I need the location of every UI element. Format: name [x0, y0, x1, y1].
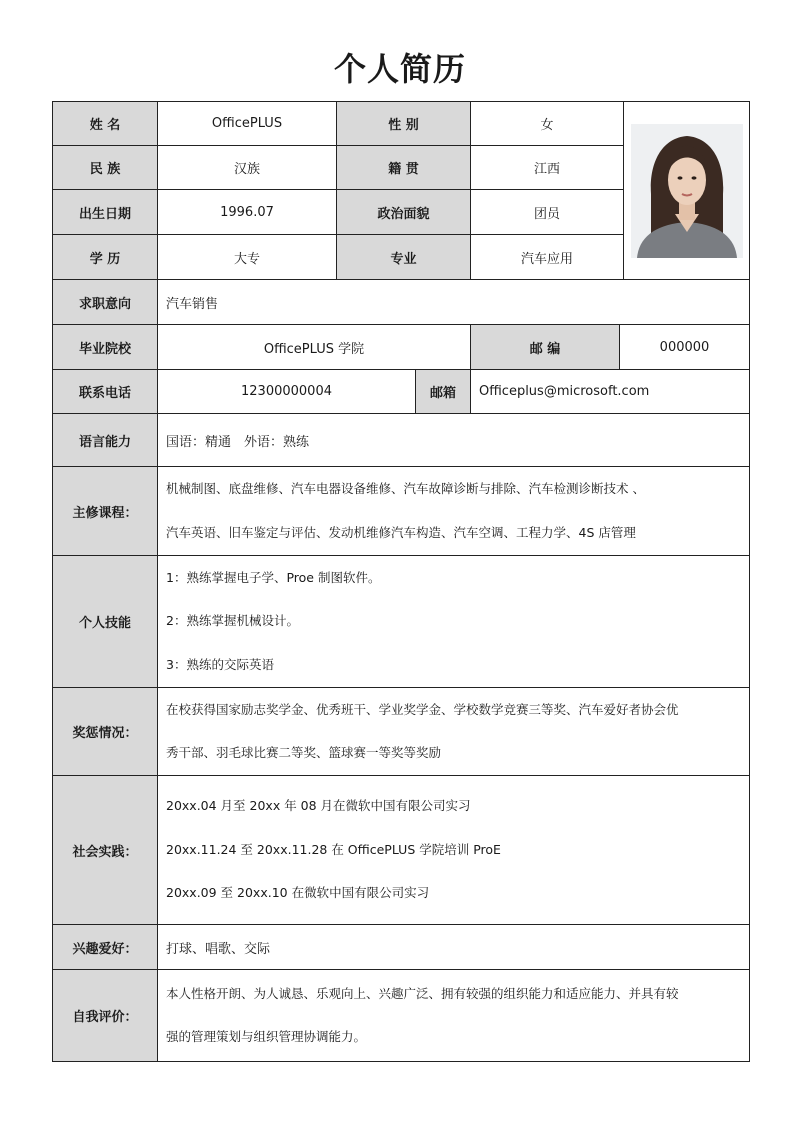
- postcode-value: 000000: [619, 324, 750, 370]
- practice-line: 20xx.11.24 至 20xx.11.28 在 OfficePLUS 学院培训 ProE: [166, 841, 501, 857]
- skill-line: 2：熟练掌握机械设计。: [166, 613, 299, 629]
- phone-value: 12300000004: [157, 369, 416, 414]
- school-value: OfficePLUS 学院: [157, 324, 471, 370]
- self-eval-line: 本人性格开朗、为人诚恳、乐观向上、兴趣广泛、拥有较强的组织能力和适应能力、并具有较: [166, 985, 679, 1001]
- practice-line: 20xx.04 月至 20xx 年 08 月在微软中国有限公司实习: [166, 798, 471, 814]
- skill-line: 3：熟练的交际英语: [166, 656, 274, 672]
- self-eval-value: [157, 969, 750, 1062]
- birth-value: 1996.07: [157, 189, 337, 235]
- ethnicity-value: 汉族: [157, 145, 337, 190]
- awards-label: 奖惩情况：: [52, 687, 158, 776]
- education-value: 大专: [157, 234, 337, 280]
- gender-value: 女: [470, 101, 624, 146]
- course-line: 汽车英语、旧车鉴定与评估、发动机维修汽车构造、汽车空调、工程力学、4S 店管理: [166, 524, 636, 540]
- postcode-label: 邮 编: [470, 324, 620, 370]
- photo-frame: [623, 101, 750, 280]
- page-title: 个人简历: [333, 50, 466, 88]
- portrait-photo-icon: [631, 124, 743, 258]
- course-line: 机械制图、底盘维修、汽车电器设备维修、汽车故障诊断与排除、汽车检测诊断技术 、: [166, 481, 645, 496]
- email-label: 邮箱: [415, 369, 471, 414]
- origin-label: 籍 贯: [336, 145, 471, 190]
- gender-label: 性 别: [336, 101, 471, 146]
- skills-value: [157, 555, 750, 688]
- origin-value: 江西: [470, 145, 624, 190]
- awards-value: [157, 687, 750, 776]
- courses-value: [157, 466, 750, 556]
- hobbies-label: 兴趣爱好：: [52, 924, 158, 970]
- name-value: OfficePLUS: [157, 101, 337, 146]
- resume-table: [52, 101, 750, 1062]
- ethnicity-label: 民 族: [52, 145, 158, 190]
- language-value: 国语：精通 外语：熟练: [157, 413, 750, 467]
- political-label: 政治面貌: [336, 189, 471, 235]
- practice-value: [157, 775, 750, 925]
- award-line: 秀干部、羽毛球比赛二等奖、篮球赛一等奖等奖励: [166, 745, 442, 760]
- name-label: 姓 名: [52, 101, 158, 146]
- school-label: 毕业院校: [52, 324, 158, 370]
- self-eval-label: 自我评价：: [52, 969, 158, 1062]
- job-value: 汽车销售: [157, 279, 750, 325]
- skills-label: 个人技能: [52, 555, 158, 688]
- education-label: 学 历: [52, 234, 158, 280]
- email-value: Officeplus@microsoft.com: [470, 369, 750, 414]
- hobbies-value: 打球、唱歌、交际: [157, 924, 750, 970]
- practice-line: 20xx.09 至 20xx.10 在微软中国有限公司实习: [166, 885, 430, 901]
- language-label: 语言能力: [52, 413, 158, 467]
- award-line: 在校获得国家励志奖学金、优秀班干、学业奖学金、学校数学竞赛三等奖、汽车爱好者协会优: [166, 701, 679, 717]
- phone-label: 联系电话: [52, 369, 158, 414]
- birth-label: 出生日期: [52, 189, 158, 235]
- political-value: 团员: [470, 189, 624, 235]
- major-value: 汽车应用: [470, 234, 624, 280]
- job-label: 求职意向: [52, 279, 158, 325]
- skill-line: 1：熟练掌握电子学、Proe 制图软件。: [166, 569, 381, 585]
- self-eval-line: 强的管理策划与组织管理协调能力。: [166, 1029, 367, 1044]
- courses-label: 主修课程：: [52, 466, 158, 556]
- major-label: 专业: [336, 234, 471, 280]
- practice-label: 社会实践：: [52, 775, 158, 925]
